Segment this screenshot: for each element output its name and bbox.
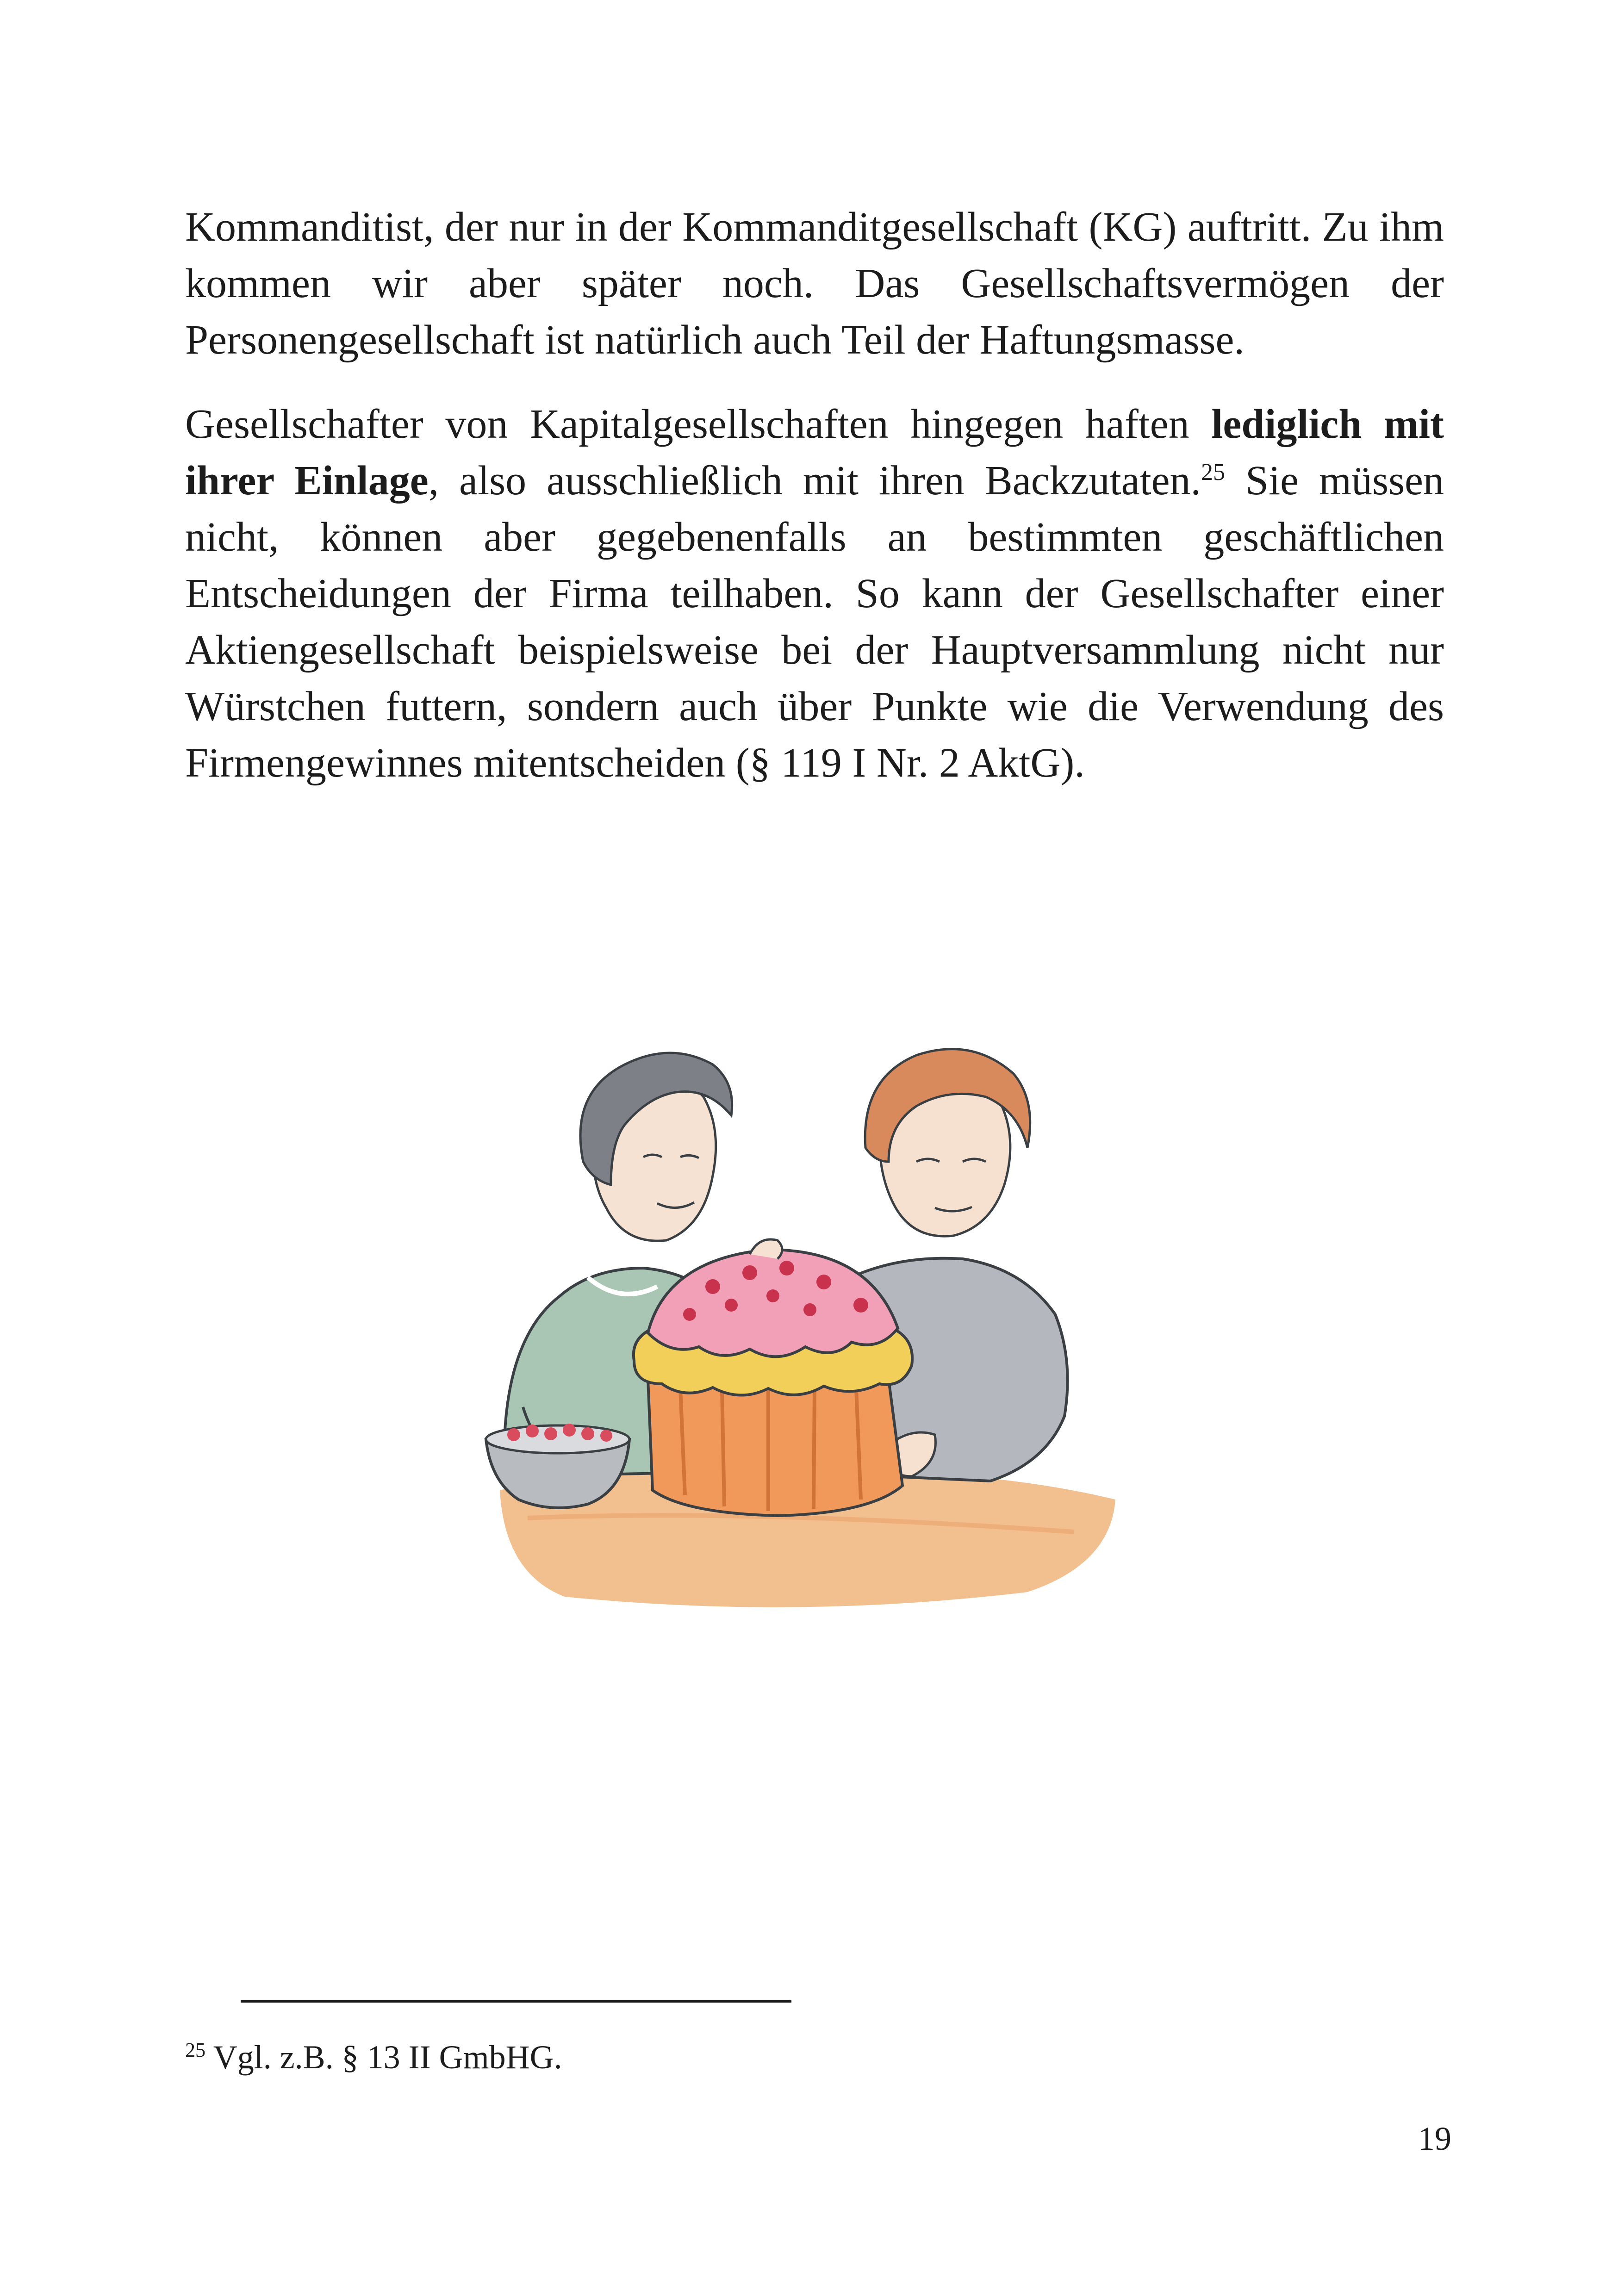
paragraph-1: Kommanditist, der nur in der Kommanditgesellschaft (KG) auftritt. Zu ihm kommen wir aber später noch. Das Gesellschaftsvermögen der Personengesellschaft ist natürlich auch Teil der Haftungsmasse. <box>185 204 1444 363</box>
body-text <box>185 199 1444 791</box>
footnote-text: Vgl. z.B. § 13 II GmbHG. <box>205 2039 562 2076</box>
paragraph-2-start: Gesellschafter von Kapitalgesellschaften hingegen haften <box>185 401 1212 447</box>
emphasis-lediglich: lediglich mit ihrer Einlage <box>185 401 1444 504</box>
cake-base <box>648 1379 902 1516</box>
paragraph-2-end: Sie müssen nicht, können aber gegebenenfalls an bestimmten geschäftlichen Entscheidungen der Firma teilhaben. So kann der Gesellschafter einer Aktiengesellschaft beispielsweise bei der Hauptversammlung nicht nur Würstchen futtern, sondern auch über Punkte wie die Verwendung des Firmengewinnes mitentscheiden (§ 119 I Nr. 2 AktG). <box>185 458 1444 786</box>
paragraph-2-middle: , also ausschließlich mit ihren Backzutaten. <box>428 458 1201 504</box>
paragraph-2 <box>185 396 1444 791</box>
footnote-number: 25 <box>185 2039 205 2061</box>
page-number: 19 <box>1418 2120 1451 2157</box>
footnote <box>185 2036 562 2078</box>
footnote-reference[interactable]: 25 <box>1201 459 1226 485</box>
illustration-two-people-with-cake <box>472 1009 1139 1629</box>
footnote-separator <box>241 2000 791 2003</box>
